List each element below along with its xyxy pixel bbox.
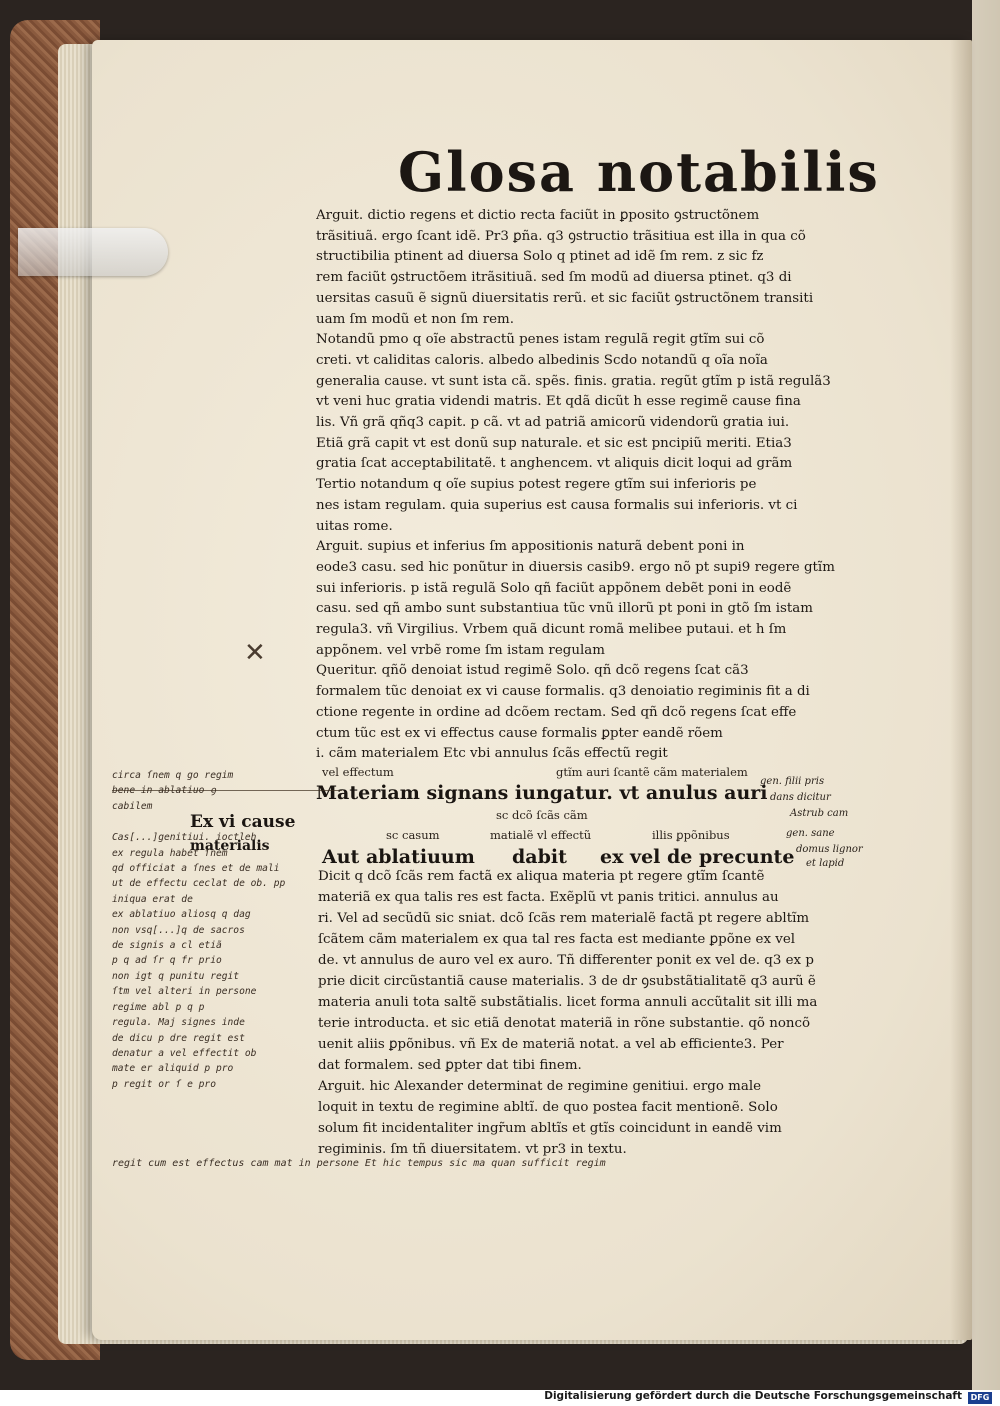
margin-note: p regit or ſ e pro xyxy=(112,1078,216,1090)
text-line: nes istam regulam. quia superius est causa formalis sui inferioris. vt ci xyxy=(316,497,798,513)
margin-note: iniqua erat de xyxy=(112,893,193,905)
text-line: ctione regente in ordine ad dcõem rectam. Sed qñ dcõ regens ſcat effe xyxy=(316,704,797,720)
text-line: gratia ſcat acceptabilitatẽ. t anghencem. vt aliquis dicit loqui ad grãm xyxy=(316,456,793,472)
text-line: trãsitiuã. ergo ſcant idẽ. Pr3 ꝑña. q3 ꝯstructio trãsitiua est illa in qua cõ xyxy=(316,228,806,244)
text-line: uersitas casuũ ẽ signũ diuersitatis rerũ. et sic faciũt ꝯstructõnem transiti xyxy=(316,290,814,306)
text-line: uam ſm modũ et non ſm rem. xyxy=(316,311,515,327)
footer-bar xyxy=(0,1390,1000,1406)
side-heading-2: materialis xyxy=(190,838,270,854)
text-line: uitas rome. xyxy=(316,518,393,534)
text-line: ctum tũc est ex vi effectus cause formalis ꝑpter eandẽ rõem xyxy=(316,725,723,741)
left-margin-annotations xyxy=(112,768,322,1092)
text-line: materia anuli tota saltẽ substãtialis. licet forma annuli accũtalit sit illi ma xyxy=(318,995,818,1010)
margin-note: mate er aliquid p pro xyxy=(112,1063,234,1075)
footer-credit: Digitalisierung gefördert durch die Deutsche Forschungsgemeinschaft xyxy=(544,1390,962,1402)
text-line: Arguit. supius et inferius ſm appositionis naturã debent poni in xyxy=(316,539,745,555)
text-line: Arguit. hic Alexander determinat de regimine genitiui. ergo male xyxy=(318,1079,762,1094)
margin-note: de signis a cl etiã xyxy=(112,940,222,952)
bottom-handwritten-note: regit cum est effectus cam mat in persone Et hic tempus sic ma quan sufficit regim xyxy=(112,1158,606,1169)
text-line: eode3 casu. sed hic ponũtur in diuersis casib9. ergo nõ pt supi9 regere gtĩm xyxy=(316,559,835,575)
text-line: dat formalem. sed ꝑpter dat tibi finem. xyxy=(318,1058,582,1073)
dfg-logo: DFG xyxy=(968,1392,992,1404)
side-heading: Ex vi cause xyxy=(190,812,296,832)
text-line: uenit aliis ꝑpõnibus. vñ Ex de materiã notat. a vel ab efficiente3. Per xyxy=(318,1037,784,1052)
text-line: Dicit q dcõ ſcãs rem factã ex aliqua materia pt regere gtĩm ſcantẽ xyxy=(318,869,765,884)
lower-text-block xyxy=(318,866,882,1160)
margin-note: p q ad ſr q fr prio xyxy=(112,955,222,967)
text-line: loquit in textu de regimine abltĩ. de quo postea facit mentionẽ. Solo xyxy=(318,1100,778,1115)
text-line: Etiã grã capit vt est donũ sup naturale. et sic est pncipiũ meriti. Etia3 xyxy=(316,435,792,451)
text-line: de. vt annulus de auro vel ex auro. Tñ differenter ponit ex vel de. q3 ex p xyxy=(318,953,814,968)
margin-note: regula. Maj signes inde xyxy=(112,1017,245,1029)
main-text-block xyxy=(316,206,876,765)
verse-gloss: sc dcõ ſcãs cãm xyxy=(496,808,588,822)
margin-note: de dicu p dre regit est xyxy=(112,1032,245,1044)
margin-note: cabilem xyxy=(112,800,153,812)
text-line: generalia cause. vt sunt ista cã. spẽs. finis. gratia. regũt gtĩm p istã regulã3 xyxy=(316,373,831,389)
verse-line-materiam: Materiam signans iungatur. vt anulus auri xyxy=(316,782,768,804)
margin-note: denatur a vel effectit ob xyxy=(112,1047,257,1059)
text-line: appõnem. vel vrbẽ rome ſm istam regulam xyxy=(316,642,605,658)
margin-rule xyxy=(112,790,342,791)
text-line: ſcãtem cãm materialem ex qua tal res facta est mediante ꝑpõne ex vel xyxy=(318,932,796,947)
margin-note: ſtm vel alteri in persone xyxy=(112,986,257,998)
page-clip xyxy=(18,228,168,276)
text-line: rem faciũt ꝯstructõem itrãsitiuã. sed ſm modũ ad diuersa ptinet. q3 di xyxy=(316,270,792,286)
margin-note: circa ſnem q go regim xyxy=(112,770,234,781)
text-line: creti. vt caliditas caloris. albedo albedinis Scdo notandũ q oĩa noĩa xyxy=(316,352,768,368)
text-line: i. cãm materialem Etc vbi annulus ſcãs effectũ regit xyxy=(316,746,668,762)
text-line: sui inferioris. p istã regulã Solo qñ faciũt appõnem debẽt poni in eodẽ xyxy=(316,580,792,596)
margin-note-right: gen. filii pris xyxy=(760,776,825,787)
text-line: lis. Vñ grã qñq3 capit. p cã. vt ad patriã amicorũ videndorũ gratia iui. xyxy=(316,415,790,431)
margin-note-right: dans dicitur xyxy=(770,792,831,803)
verse-word: ex vel de precunte xyxy=(600,846,795,868)
margin-note-right: domus lignor xyxy=(796,844,863,855)
verse-gloss: sc casum xyxy=(386,828,440,842)
text-line: structibilia ptinent ad diuersa Solo q ptinet ad idẽ ſm rem. z sic fz xyxy=(316,249,764,265)
margin-note: ex ablatiuo aliosq q dag xyxy=(112,909,251,921)
verse-prefix: vel effectum xyxy=(322,765,394,779)
verse-word: dabit xyxy=(512,846,567,868)
text-line: materiã ex qua talis res est facta. Exẽplũ vt panis tritici. annulus au xyxy=(318,890,779,905)
text-line: Tertio notandum q oĩe supius potest regere gtĩm sui inferioris pe xyxy=(316,477,757,493)
margin-note-right: et lapid xyxy=(806,858,845,869)
text-line: Notandũ pmo q oĩe abstractũ penes istam regulã regit gtĩm sui cõ xyxy=(316,332,765,348)
margin-x-mark: ✕ xyxy=(244,638,266,668)
text-line: regula3. vñ Virgilius. Vrbem quã dicunt romã melibee putaui. et h ſm xyxy=(316,622,787,638)
text-line: vt veni huc gratia videndi matris. Et qdã dicũt h esse regimẽ cause fina xyxy=(316,394,801,410)
margin-note: ut de effectu ceclat de ob. pp xyxy=(112,878,286,890)
text-line: solum fit incidentaliter ingr̃um abltĩs et gtĩs coincidunt in eandẽ vim xyxy=(318,1121,782,1136)
verse-gloss: matialẽ vl effectũ xyxy=(490,828,592,842)
text-line: regiminis. ſm tñ diuersitatem. vt pr3 in textu. xyxy=(318,1142,627,1157)
verse-gloss: illis ꝑpõnibus xyxy=(652,828,730,842)
text-line: Queritur. qñõ denoiat istud regimẽ Solo. qñ dcõ regens ſcat cã3 xyxy=(316,663,749,679)
margin-note-right: Astrub cam xyxy=(790,808,849,819)
margin-note: non igt q punitu regit xyxy=(112,970,240,982)
text-line: casu. sed qñ ambo sunt substantiua tũc vnũ illorũ pt poni in gtõ ſm istam xyxy=(316,601,813,617)
text-line: prie dicit circũstantiã cause materialis. 3 de dr ꝯsubstãtialitatẽ q3 aurũ ẽ xyxy=(318,974,816,989)
margin-note: Cas[...]genitiui. ioctleh xyxy=(112,832,257,844)
text-line: formalem tũc denoiat ex vi cause formalis. q3 denoiatio regiminis fit a di xyxy=(316,684,810,700)
margin-note: qd officiat a ſnes et de mali xyxy=(112,863,280,875)
verse-gloss: gtĩm auri ſcantẽ cãm materialem xyxy=(556,765,748,779)
page-title: Glosa notabilis xyxy=(398,140,880,204)
text-line: Arguit. dictio regens et dictio recta faciũt in ꝑposito ꝯstructõnem xyxy=(316,208,760,223)
verse-line-ablatiuum: Aut ablatiuum xyxy=(322,846,475,868)
facing-page-edge xyxy=(972,0,1000,1390)
margin-note-right: gen. sane xyxy=(786,828,835,839)
margin-note: regime abl p q p xyxy=(112,1001,205,1013)
page-gutter xyxy=(950,40,972,1340)
margin-note: bene in ablatiuo ꝯ xyxy=(112,785,216,797)
text-line: terie introducta. et sic etiã denotat materiã in rõne substantie. qõ noncõ xyxy=(318,1016,811,1031)
text-line: ri. Vel ad secũdũ sic sniat. dcõ ſcãs rem materialẽ factã pt regere abltĩm xyxy=(318,911,810,926)
margin-note: ex regula habet ſnem xyxy=(112,847,228,859)
margin-note: non vsq[...]q de sacros xyxy=(112,924,245,936)
